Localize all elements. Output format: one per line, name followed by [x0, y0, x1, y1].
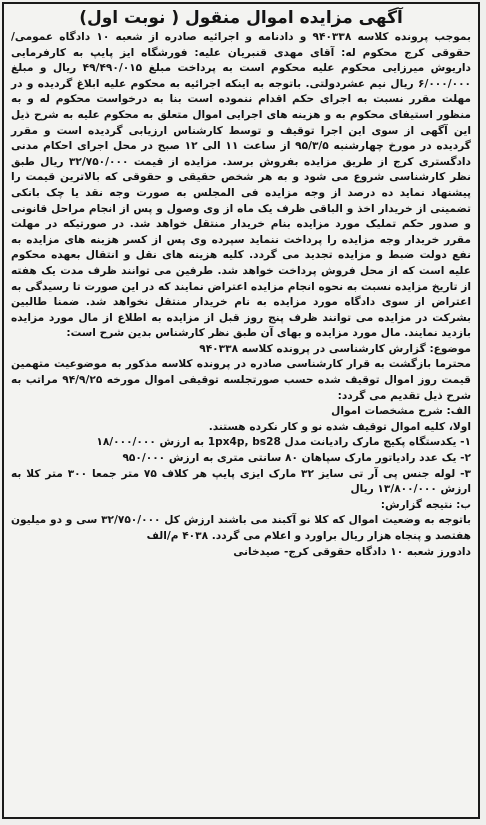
notice-signature: دادورز شعبه ۱۰ دادگاه حقوقی کرج- صیدخانی	[233, 545, 471, 558]
notice-paragraph-main: بموجب پرونده کلاسه ۹۴۰۳۳۸ و دادنامه و اجرائیه صادره از شعبه ۱۰ دادگاه عمومی/ حقوقی کرج محکوم له: آقای مهدی قنبریان علیه: فورشگاه ایز پایپ به کارفرمایی داریوش میرزایی محکوم علیه محکوم است به پرداخت مبلغ ۴۹/۴۹۰/۰۱۵ ریال و مبلغ ۶/۰۰۰/۰۰۰ ریال نیم عشردولتی. باتوجه به اینکه اجرائیه به محکوم علیه ابلاغ گردیده و در مهلت مقرر نسبت به اجرای حکم اقدام ننموده است بنا به درخواست محکوم له و به منظور استیفای محکوم به و هزینه های اجرایی اموال متعلق به محکوم علیه به شرح ذیل این آگهی از سوی این اجرا توقیف و توسط کارشناس ارزیابی گردیده است و مقرر گردیده در مورخ چهارشنبه ۹۵/۳/۵ از ساعت ۱۱ الی ۱۲ صبح در محل اجرای احکام مدنی دادگستری کرج از طریق مزایده بفروش برسد. مزایده از قیمت ۳۲/۷۵۰/۰۰۰ ریال طبق نظر کارشناسی شروع می شود و به هر شخص حقیقی و حقوقی که بالاترین قیمت را پیشنهاد نماید ده درصد از وجه مزایده فی المجلس به صورت وجه نقد یا چک بانکی تضمینی از خریدار اخذ و الباقی ظرف یک ماه از وی وصول و پس از انجام مراحل قانونی و صدور حکم تملیک مورد مزایده بنام خریدار منتقل خواهد شد. در صورتیکه در مهلت مقرر خریدار وجه مزایده را پرداخت ننماید سپرده وی پس از کسر هزینه های مزایده به نفع دولت ضبط و مزایده تجدید می گردد. کلیه هزینه های نقل و انتقال بعهده محکوم علیه است که از محل فروش پرداخت خواهد شد. طرفین می توانند ظرف مدت یک هفته از تاریخ مزایده نسبت به نحوه انجام مزایده اعتراض نمایند که در این صورت تا رسیدگی به اعتراض از سوی دادگاه مورد مزایده به نام خریدار منتقل نخواهد شد. ضمنا طالبین بشرکت در مزایده می توانند ظرف پنج روز قبل از مزایده به اطلاع از مال مورد مزایده بازدید نمایند. مال مورد مزایده و بهای آن طبق نظر کارشناس بدین شرح است:	[11, 31, 472, 340]
notice-section-a: الف: شرح مشخصات اموال	[331, 405, 471, 418]
notice-section-b: ب: نتیجه گزارش:	[380, 498, 471, 511]
notice-item-2: ۲- یک عدد رادیاتور مارک سپاهان ۸۰ سانتی متری به ارزش ۹۵۰/۰۰۰	[122, 452, 471, 465]
notice-body	[4, 30, 478, 545]
notice-sheet	[2, 2, 480, 819]
notice-subject: موضوع: گزارش کارشناسی در پرونده کلاسه ۹۴۰۳۳۸	[199, 342, 471, 355]
notice-conclusion: باتوجه به وضعیت اموال که کلا نو آکبند می باشند ارزش کل ۳۲/۷۵۰/۰۰۰ سی و دو میلیون هفتصد و پنجاه هزار ریال براورد و اعلام می گردد. ۴۰۳۸ م/الف	[11, 514, 471, 542]
notice-report-intro: محترما بازگشت به قرار کارشناسی صادره در پرونده کلاسه مذکور به موضوعیت متهمین قیمت روز اموال توقیف شده حسب صورتجلسه توقیفی اموال مورخه ۹۴/۹/۲۵ مراتب به شرح ذیل تقدیم می گردد:	[11, 358, 471, 402]
notice-title: آگهی مزایده اموال منقول ( نوبت اول)	[79, 8, 403, 28]
notice-item-1: ۱- یکدستگاه پکیج مارک رادیانت مدل 1px4p, bs28 به ارزش ۱۸/۰۰۰/۰۰۰	[96, 436, 471, 449]
notice-items-note: اولا، کلیه اموال توقیف شده نو و کار نکرده هستند.	[208, 420, 471, 433]
notice-item-3: ۳- لوله جنس پی آر تی سایز ۳۲ مارک ایزی پایپ هر کلاف ۷۵ متر جمعا ۳۰۰ متر کلا به ارزش ۱۳/۸۰۰/۰۰۰ ریال	[11, 467, 471, 496]
